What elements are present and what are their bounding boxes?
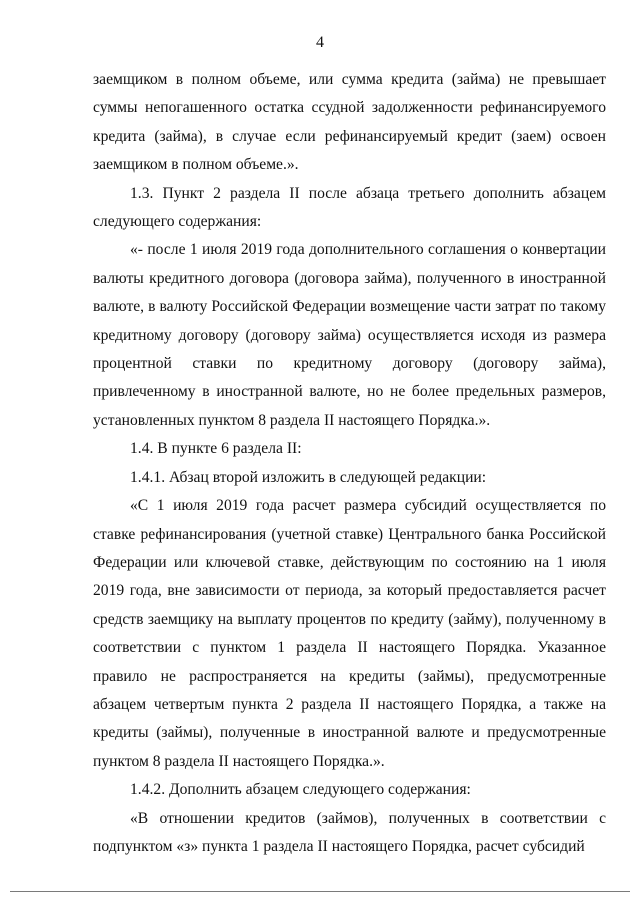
paragraph-quote-1-4-2: «В отношении кредитов (займов), полученных в соответствии с подпунктом «з» пункта 1 раздела II настоящего Порядка, расчет субсидий [93,809,606,855]
paragraph-1-4-1: 1.4.1. Абзац второй изложить в следующей редакции: [130,468,487,486]
document-body [93,66,606,861]
paragraph-quote-1-3: «- после 1 июля 2019 года дополнительного соглашения о конвертации валюты кредитного договора (договора займа), полученного в иностранной валюте, в валюту Российской Федерации возмещение части затрат по такому кредитному договору (договору займа) осуществляется исходя из размера процентной ставки по кредитному договору (договору займа), привлеченному в иностранной валюте, но не более предельных размеров, установленных пунктом 8 раздела II настоящего Порядка.». [93,241,606,429]
page-bottom-edge [10,891,630,892]
paragraph-continuation: заемщиком в полном объеме, или сумма кредита (займа) не превышает суммы непогашенного остатка ссудной задолженности рефинансируемого кредита (займа), в случае если рефинансируемый кредит (заем) освоен заемщиком в полном объеме.». [93,71,606,174]
paragraph-1-4: 1.4. В пункте 6 раздела II: [130,440,302,458]
page-number: 4 [316,34,324,51]
paragraph-1-4-2: 1.4.2. Дополнить абзацем следующего содержания: [130,781,471,799]
paragraph-1-3: 1.3. Пункт 2 раздела II после абзаца третьего дополнить абзацем следующего содержания: [93,184,606,231]
paragraph-quote-1-4-1: «С 1 июля 2019 года расчет размера субсидий осуществляется по ставке рефинансирования (учетной ставке) Центрального банка Российской Федерации или ключевой ставке, действующим по состоянию на 1 июля 2019 года, вне зависимости от периода, за который предоставляется расчет средств заемщику на выплату процентов по кредиту (займу), полученному в соответствии с пунктом 1 раздела II настоящего Порядка. Указанное правило не распространяется на кредиты (займы), предусмотренные абзацем четвертым пункта 2 раздела II настоящего Порядка, а также на кредиты (займы), полученные в иностранной валюте и предусмотренные пунктом 8 раздела II настоящего Порядка.». [93,497,606,770]
